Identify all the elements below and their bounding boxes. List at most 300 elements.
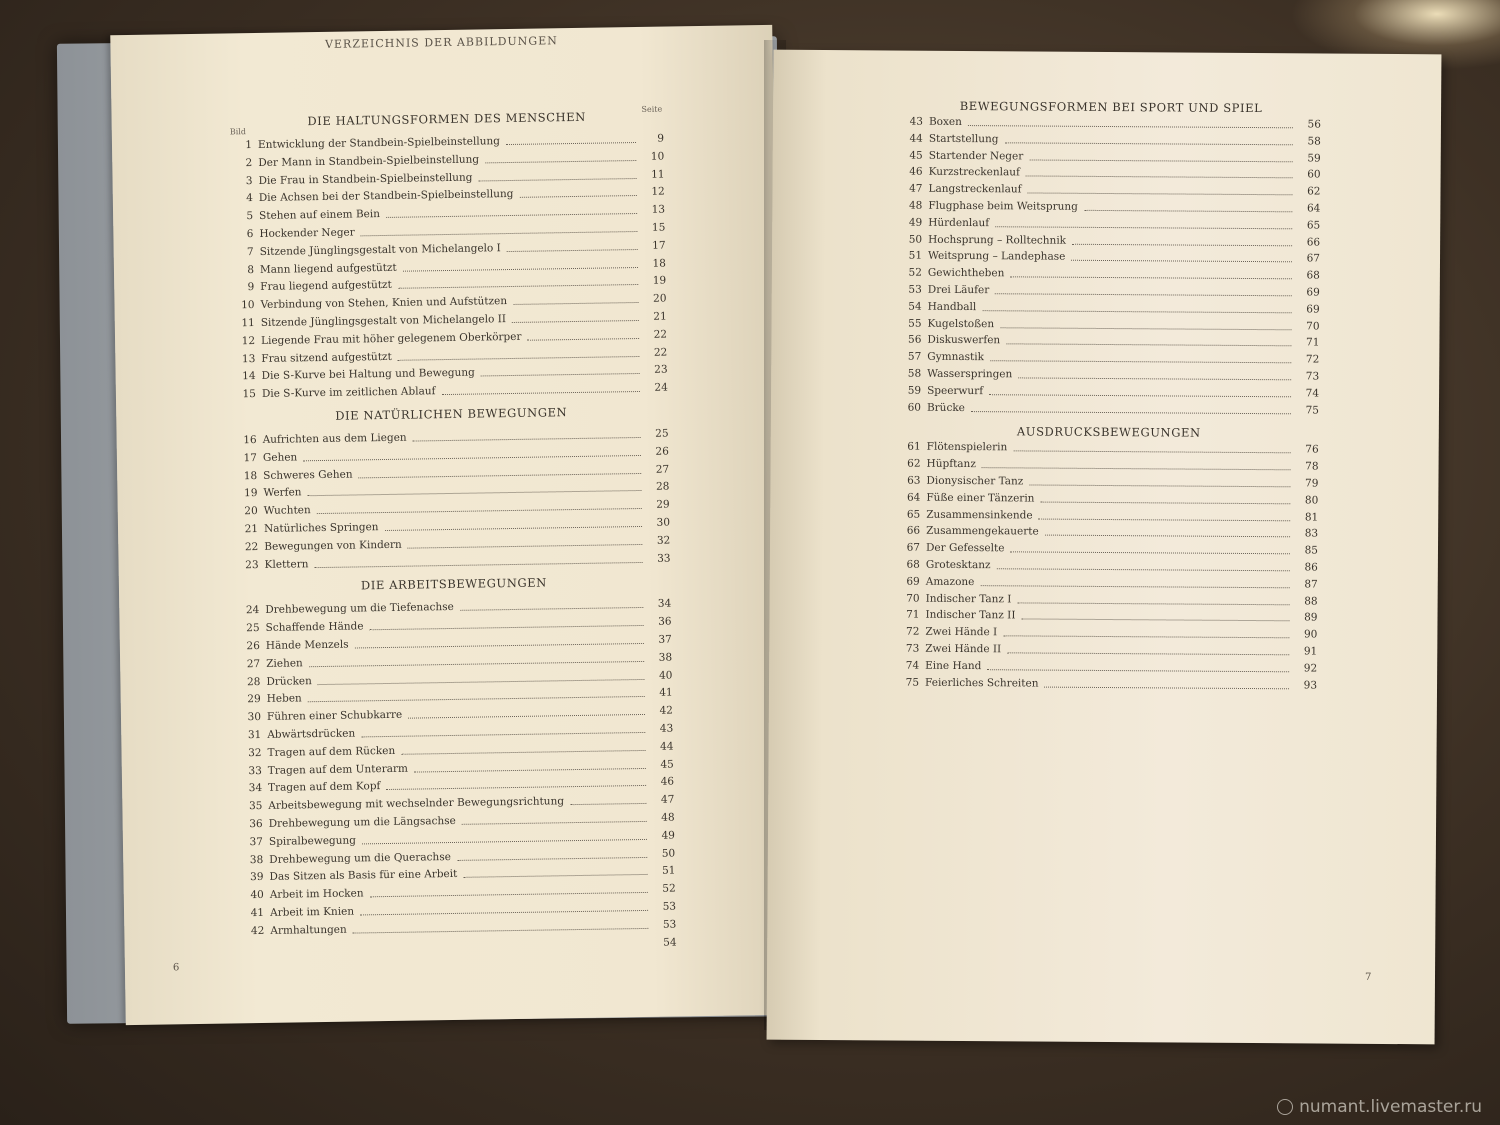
- figure-title: Klettern: [264, 557, 309, 571]
- page-ref: 76: [1305, 443, 1319, 456]
- figure-title: Spiralbewegung: [268, 834, 357, 848]
- figure-title: Kugelstoßen: [927, 317, 995, 330]
- figure-number: 58: [907, 367, 922, 380]
- page-ref: 36: [658, 615, 672, 628]
- figure-title: Zusammensinkende: [926, 508, 1033, 522]
- dot-leader: [353, 928, 649, 934]
- dot-leader: [408, 544, 643, 549]
- figure-number: 6: [246, 228, 254, 241]
- dot-leader: [513, 302, 638, 305]
- figure-number: 40: [250, 889, 264, 902]
- page-ref: 91: [1303, 645, 1318, 658]
- left-page: [110, 25, 787, 1025]
- figure-title: Die S-Kurve bei Haltung und Bewegung: [261, 366, 475, 383]
- dot-leader: [995, 293, 1292, 296]
- toc-entry: [899, 399, 1319, 419]
- figure-title: Hochsprung – Rolltechnik: [928, 233, 1067, 247]
- dot-leader: [1028, 193, 1293, 196]
- section-heading: BEWEGUNGSFORMEN BEI SPORT UND SPIEL: [959, 98, 1263, 116]
- page-number-left: 6: [172, 962, 180, 974]
- figure-number: 59: [907, 384, 922, 397]
- dot-leader: [478, 178, 636, 181]
- dot-leader: [370, 625, 644, 630]
- page-ref: 50: [661, 847, 676, 860]
- page-ref: 27: [655, 463, 670, 476]
- dot-leader: [507, 249, 638, 252]
- page-ref: 54: [663, 936, 677, 949]
- column-header-bild: Bild: [229, 127, 246, 137]
- page-ref: 69: [1306, 286, 1320, 299]
- figure-number: 63: [907, 474, 921, 487]
- figure-title: Kurzstreckenlauf: [928, 166, 1020, 179]
- dot-leader: [995, 226, 1292, 229]
- section-heading: DIE ARBEITSBEWEGUNGEN: [360, 575, 548, 593]
- figure-title: Heben: [266, 692, 302, 706]
- figure-title: Die Frau in Standbein-Spielbeinstellung: [258, 171, 473, 187]
- dot-leader: [1010, 277, 1292, 280]
- dot-leader: [309, 661, 644, 667]
- figure-number: 21: [244, 523, 259, 536]
- dot-leader: [987, 669, 1289, 672]
- page-ref: 28: [655, 480, 670, 494]
- figure-title: Liegende Frau mit höher gelegenem Oberkörper: [260, 330, 522, 347]
- figure-title: Grotesktanz: [925, 558, 991, 572]
- page-ref: 89: [1304, 611, 1318, 624]
- page-ref: 52: [662, 882, 676, 895]
- figure-number: 75: [905, 676, 920, 689]
- page-ref: 66: [1306, 236, 1321, 249]
- figure-number: 50: [908, 233, 923, 246]
- figure-title: Hürdenlauf: [928, 216, 990, 229]
- page-ref: 71: [1306, 336, 1320, 349]
- dot-leader: [457, 857, 647, 861]
- figure-number: 74: [905, 659, 920, 672]
- figure-number: 55: [908, 317, 922, 330]
- page-ref: 68: [1306, 269, 1320, 282]
- figure-title: Schaffende Hände: [265, 620, 364, 635]
- figure-title: Gymnastik: [927, 350, 985, 364]
- figure-number: 52: [908, 266, 922, 279]
- dot-leader: [359, 473, 642, 478]
- page-ref: 12: [651, 185, 665, 199]
- figure-title: Drehbewegung um die Tiefenachse: [265, 601, 454, 617]
- figure-number: 51: [908, 250, 923, 263]
- figure-title: Speerwurf: [927, 384, 984, 397]
- page-ref: 41: [659, 686, 673, 700]
- figure-title: Frau liegend aufgestützt: [260, 279, 392, 294]
- dot-leader: [318, 679, 645, 685]
- figure-number: 44: [909, 132, 923, 145]
- page-ref: 45: [660, 758, 674, 771]
- figure-number: 32: [248, 746, 262, 759]
- dot-leader: [314, 562, 642, 568]
- figure-title: Flugphase beim Weitsprung: [928, 199, 1078, 213]
- figure-number: 17: [243, 451, 258, 465]
- figure-title: Verbindung von Stehen, Knien und Aufstützen: [260, 295, 508, 312]
- dot-leader: [361, 231, 638, 236]
- figure-number: 45: [909, 149, 923, 162]
- figure-number: 2: [245, 156, 253, 169]
- figure-title: Stehen auf einem Bein: [259, 208, 381, 223]
- page-ref: 53: [662, 918, 677, 931]
- dot-leader: [485, 160, 636, 163]
- page-ref: 13: [651, 203, 666, 216]
- figure-number: 22: [244, 540, 259, 554]
- page-ref: 15: [651, 221, 666, 234]
- figure-title: Arbeitsbewegung mit wechselnder Bewegungsrichtung: [268, 795, 565, 813]
- dot-leader: [386, 785, 646, 790]
- figure-title: Ziehen: [266, 657, 303, 670]
- page-ref: 65: [1306, 219, 1321, 232]
- figure-number: 72: [905, 625, 920, 638]
- figure-title: Tragen auf dem Rücken: [267, 744, 396, 759]
- page-ref: 34: [657, 597, 672, 611]
- figure-title: Eine Hand: [925, 659, 982, 672]
- page-ref: 85: [1304, 544, 1319, 557]
- figure-number: 18: [243, 469, 258, 482]
- figure-number: 65: [906, 508, 921, 521]
- page-ref: 40: [658, 669, 673, 682]
- figure-number: 19: [244, 487, 258, 500]
- figure-title: Hockender Neger: [259, 226, 355, 240]
- dot-leader: [1006, 344, 1291, 347]
- dot-leader: [512, 320, 639, 323]
- figure-title: Diskuswerfen: [927, 334, 1001, 347]
- dot-leader: [1084, 210, 1292, 212]
- figure-number: 70: [906, 592, 920, 605]
- figure-title: Handball: [927, 300, 977, 313]
- page-ref: 58: [1307, 135, 1321, 148]
- figure-title: Hüpftanz: [926, 457, 976, 471]
- page-ref: 29: [656, 498, 670, 511]
- dot-leader: [361, 732, 645, 737]
- page-ref: 22: [653, 328, 668, 341]
- figure-number: 33: [248, 764, 262, 777]
- dot-leader: [408, 714, 645, 719]
- figure-title: Führen einer Schubkarre: [266, 708, 403, 724]
- dot-leader: [968, 125, 1293, 128]
- figure-title: Entwicklung der Standbein-Spielbeinstellung: [257, 135, 500, 151]
- figure-title: Sitzende Jünglingsgestalt von Michelangelo II: [260, 313, 507, 329]
- dot-leader: [982, 310, 1291, 313]
- page-ref: 44: [660, 740, 674, 753]
- dot-leader: [1021, 619, 1289, 622]
- figure-number: 73: [905, 642, 920, 655]
- dot-leader: [398, 284, 638, 289]
- figure-number: 47: [909, 182, 923, 195]
- figure-title: Boxen: [928, 115, 962, 128]
- dot-leader: [308, 696, 645, 702]
- page-ref: 87: [1304, 578, 1318, 591]
- section-heading: DIE NATÜRLICHEN BEWEGUNGEN: [335, 405, 568, 423]
- figure-number: 68: [906, 558, 920, 571]
- column-header-seite: Seite: [641, 104, 663, 114]
- page-ref: 53: [662, 900, 677, 913]
- dot-leader: [401, 750, 645, 755]
- figure-title: Abwärtsdrücken: [267, 727, 356, 741]
- figure-number: 4: [246, 192, 253, 205]
- right-page: [767, 50, 1442, 1045]
- figure-number: 24: [245, 604, 260, 617]
- section-heading: AUSDRUCKSBEWEGUNGEN: [1016, 424, 1201, 441]
- figure-title: Drehbewegung um die Querachse: [269, 850, 451, 866]
- dot-leader: [462, 821, 647, 825]
- page-ref: 33: [657, 552, 671, 565]
- dot-leader: [989, 394, 1291, 397]
- page-ref: 37: [658, 633, 672, 646]
- figure-number: 36: [249, 817, 263, 831]
- page-ref: 74: [1305, 387, 1320, 400]
- dot-leader: [414, 768, 646, 773]
- dot-leader: [1029, 484, 1290, 487]
- dot-leader: [1045, 535, 1290, 538]
- dot-leader: [990, 360, 1291, 363]
- figure-title: Flötenspielerin: [926, 441, 1008, 454]
- figure-title: Zwei Hände II: [925, 642, 1002, 656]
- figure-number: 37: [249, 835, 264, 848]
- page-ref: 80: [1304, 494, 1319, 507]
- figure-number: 9: [247, 281, 255, 294]
- figure-number: 35: [248, 800, 263, 813]
- page-ref: 48: [661, 811, 675, 824]
- dot-leader: [355, 643, 644, 649]
- figure-number: 60: [907, 401, 922, 414]
- dot-leader: [971, 411, 1291, 414]
- page-ref: 18: [652, 257, 667, 270]
- dot-leader: [385, 526, 642, 531]
- page-ref: 20: [653, 292, 667, 305]
- watermark-text: numant.livemaster.ru: [1299, 1097, 1482, 1117]
- dot-leader: [519, 195, 636, 198]
- figure-number: 23: [245, 558, 259, 571]
- figure-title: Armhaltungen: [270, 923, 347, 937]
- figure-number: 41: [250, 906, 265, 920]
- figure-number: 67: [906, 541, 921, 554]
- page-ref: 32: [656, 534, 671, 547]
- figure-number: 15: [242, 388, 257, 401]
- figure-number: 66: [906, 525, 921, 538]
- page-ref: 46: [660, 775, 675, 789]
- figure-number: 54: [908, 300, 922, 313]
- dot-leader: [403, 267, 638, 272]
- figure-number: 25: [246, 622, 260, 635]
- page-ref: 38: [658, 651, 673, 664]
- dot-leader: [398, 356, 640, 361]
- figure-title: Tragen auf dem Unterarm: [267, 762, 409, 777]
- page-ref: 56: [1307, 118, 1321, 131]
- figure-title: Füße einer Tänzerin: [926, 491, 1035, 505]
- figure-number: 13: [241, 352, 256, 365]
- figure-number: 10: [241, 299, 255, 312]
- page-ref: 73: [1305, 370, 1320, 383]
- figure-number: 62: [907, 457, 921, 470]
- page-ref: 75: [1305, 403, 1320, 417]
- page-ref: 78: [1305, 460, 1319, 473]
- figure-title: Frau sitzend aufgestützt: [261, 350, 392, 365]
- page-ref: 42: [659, 704, 674, 717]
- page-ref: 23: [654, 363, 668, 377]
- page-ref: 19: [652, 274, 667, 288]
- page-ref: 79: [1305, 477, 1319, 490]
- figure-title: Gehen: [262, 451, 298, 464]
- figure-title: Dionysischer Tanz: [926, 474, 1024, 488]
- page-ref: 43: [659, 722, 674, 735]
- dot-leader: [463, 874, 647, 878]
- figure-number: 42: [250, 924, 265, 937]
- page-ref: 10: [650, 150, 665, 163]
- dot-leader: [1029, 159, 1292, 162]
- dot-leader: [360, 910, 648, 916]
- dot-leader: [1026, 176, 1293, 179]
- page-number-right: 7: [1364, 971, 1372, 983]
- page-ref: 64: [1306, 202, 1321, 215]
- figure-number: 48: [908, 199, 923, 212]
- dot-leader: [370, 892, 648, 897]
- dot-leader: [997, 568, 1290, 571]
- figure-title: Tragen auf dem Kopf: [268, 780, 381, 795]
- figure-title: Schweres Gehen: [263, 468, 353, 482]
- figure-title: Wasserspringen: [927, 367, 1013, 381]
- dot-leader: [1017, 602, 1289, 605]
- dot-leader: [308, 490, 642, 496]
- figure-title: Zusammengekauerte: [926, 525, 1039, 538]
- watermark-logo-icon: [1277, 1099, 1293, 1115]
- dot-leader: [1010, 552, 1290, 555]
- dot-leader: [1071, 260, 1292, 263]
- dot-leader: [1007, 652, 1289, 655]
- page-ref: 21: [653, 310, 667, 323]
- figure-number: 3: [245, 174, 253, 187]
- figure-title: Mann liegend aufgestützt: [259, 261, 397, 276]
- figure-number: 57: [907, 350, 922, 363]
- figure-number: 12: [241, 334, 256, 348]
- figure-number: 46: [909, 166, 923, 179]
- page-ref: 25: [655, 427, 669, 440]
- dot-leader: [1072, 243, 1292, 246]
- figure-title: Langstreckenlauf: [928, 182, 1022, 196]
- dot-leader: [528, 338, 640, 341]
- running-head: VERZEICHNIS DER ABBILDUNGEN: [324, 34, 558, 51]
- page-ref: 72: [1305, 353, 1320, 366]
- watermark: [1277, 1097, 1482, 1117]
- page-ref: 47: [660, 793, 675, 806]
- page-ref: 88: [1304, 594, 1318, 608]
- figure-number: 49: [908, 216, 923, 229]
- page-ref: 24: [654, 381, 668, 394]
- figure-number: 34: [248, 782, 263, 795]
- figure-title: Bewegungen von Kindern: [264, 538, 402, 553]
- section-heading: DIE HALTUNGSFORMEN DES MENSCHEN: [307, 109, 586, 129]
- dot-leader: [303, 455, 641, 461]
- dot-leader: [1013, 451, 1290, 454]
- dot-leader: [570, 803, 646, 805]
- dot-leader: [1000, 327, 1291, 330]
- dot-leader: [1003, 635, 1289, 638]
- figure-title: Startstellung: [928, 132, 999, 146]
- figure-title: Die Achsen bei der Standbein-Spielbeinstellung: [258, 188, 514, 205]
- figure-number: 43: [909, 115, 924, 128]
- figure-title: Drücken: [266, 674, 312, 688]
- dot-leader: [982, 467, 1291, 470]
- dot-leader: [317, 508, 642, 514]
- dot-leader: [413, 437, 641, 442]
- page-ref: 67: [1306, 252, 1321, 265]
- page-ref: 83: [1304, 527, 1319, 540]
- page-ref: 60: [1307, 168, 1321, 181]
- figure-number: 16: [243, 434, 257, 447]
- page-ref: 26: [655, 445, 669, 458]
- figure-number: 71: [906, 609, 920, 622]
- figure-number: 61: [907, 441, 921, 454]
- page-ref: 11: [651, 168, 665, 181]
- figure-title: Werfen: [263, 486, 302, 500]
- figure-number: 64: [906, 491, 921, 504]
- figure-title: Startender Neger: [928, 149, 1024, 163]
- toc-entry: [897, 674, 1317, 694]
- dot-leader: [362, 839, 647, 844]
- figure-number: 53: [908, 283, 922, 296]
- figure-number: 8: [247, 263, 255, 276]
- figure-title: Arbeit im Hocken: [269, 887, 364, 902]
- dot-leader: [442, 391, 640, 395]
- figure-title: Zwei Hände I: [925, 625, 998, 639]
- page-ref: 22: [653, 346, 668, 359]
- figure-title: Indischer Tanz I: [925, 592, 1012, 605]
- figure-number: 27: [246, 657, 261, 670]
- dot-leader: [460, 607, 643, 611]
- dot-leader: [506, 142, 636, 145]
- figure-title: Sitzende Jünglingsgestalt von Michelangelo I: [259, 241, 501, 258]
- dot-leader: [1018, 377, 1291, 380]
- figure-number: 30: [247, 711, 262, 724]
- figure-number: 5: [246, 210, 254, 223]
- page-ref: 86: [1304, 561, 1318, 574]
- figure-title: Weitsprung – Landephase: [927, 250, 1066, 264]
- figure-number: 26: [246, 639, 260, 653]
- page-ref: 51: [661, 864, 676, 878]
- dot-leader: [481, 373, 640, 376]
- page-ref: 9: [657, 132, 665, 145]
- page-ref: 49: [661, 829, 675, 842]
- figure-title: Gewichtheben: [927, 266, 1005, 280]
- figure-number: 28: [246, 675, 261, 688]
- page-ref: 92: [1303, 662, 1318, 675]
- figure-number: 20: [244, 505, 258, 518]
- figure-number: 29: [247, 693, 261, 706]
- figure-number: 39: [250, 871, 264, 884]
- figure-title: Arbeit im Knien: [269, 905, 355, 919]
- figure-title: Die S-Kurve im zeitlichen Ablauf: [261, 385, 436, 401]
- figure-title: Der Mann in Standbein-Spielbeinstellung: [258, 153, 480, 169]
- figure-title: Natürliches Springen: [263, 521, 379, 535]
- figure-title: Amazone: [925, 575, 975, 588]
- figure-number: 69: [906, 575, 920, 588]
- figure-number: 11: [241, 317, 255, 330]
- page-ref: 93: [1303, 678, 1318, 692]
- dot-leader: [1040, 501, 1290, 504]
- figure-title: Wuchten: [263, 504, 311, 518]
- figure-title: Aufrichten aus dem Liegen: [262, 431, 407, 446]
- figure-title: Drei Läufer: [927, 283, 990, 297]
- figure-title: Hände Menzels: [265, 638, 349, 652]
- page-ref: 90: [1303, 628, 1318, 641]
- dot-leader: [1044, 686, 1289, 689]
- page-ref: 17: [652, 239, 666, 252]
- figure-title: Brücke: [926, 401, 965, 414]
- dot-leader: [1005, 142, 1293, 145]
- page-ref: 70: [1306, 319, 1320, 333]
- page-ref: 81: [1304, 510, 1319, 524]
